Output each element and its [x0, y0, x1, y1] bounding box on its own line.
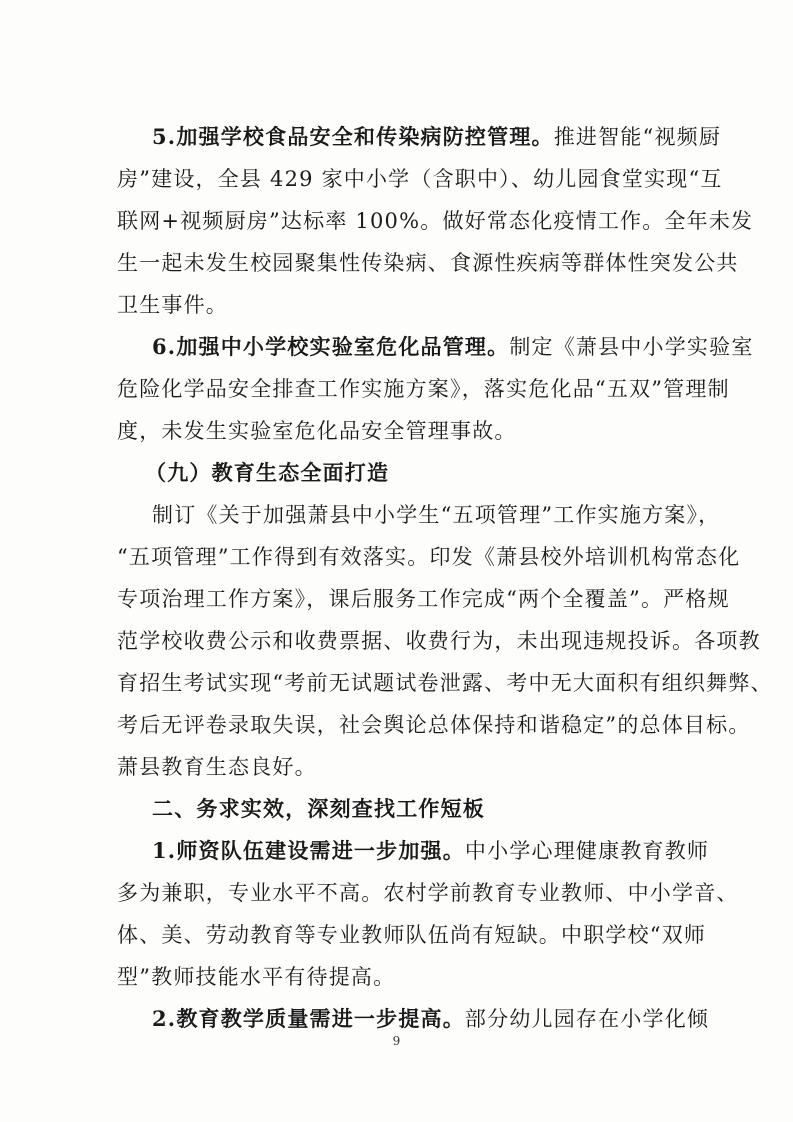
paragraph-teachers-text: 中小学心理健康教育教师 — [464, 839, 710, 863]
paragraph-6-lead: 6.加强中小学校实验室危化品管理。 — [152, 334, 510, 359]
paragraph-6-text: 制定《萧县中小学实验室 — [509, 335, 754, 359]
paragraph-quality-text: 部分幼儿园存在小学化倾 — [464, 1007, 710, 1031]
section-heading-2: 二、务求实效，深刻查找工作短板 — [152, 797, 485, 821]
ecology-line-7: 萧县教育生态良好。 — [117, 755, 317, 779]
paragraph-teachers-lead: 1.师资队伍建设需进一步加强。 — [152, 838, 465, 863]
paragraph-5-line-3: 联网+视频厨房”达标率 100%。做好常态化疫情工作。全年未发 — [117, 209, 754, 233]
paragraph-5-line-5: 卫生事件。 — [117, 293, 228, 317]
paragraph-5-lead: 5.加强学校食品安全和传染病防控管理。 — [152, 124, 554, 149]
paragraph-teachers-line-4: 型”教师技能水平有待提高。 — [117, 965, 396, 989]
ecology-line-6: 考后无评卷录取失误，社会舆论总体保持和谐稳定”的总体目标。 — [117, 713, 751, 737]
paragraph-teachers-line-3: 体、美、劳动教育等专业教师队伍尚有短缺。中职学校“双师 — [117, 923, 707, 947]
section-heading-9: （九）教育生态全面打造 — [145, 461, 390, 485]
paragraph-5-line-2: 房”建设，全县 429 家中小学（含职中）、幼儿园食堂实现“互 — [117, 167, 723, 191]
page-number: 9 — [392, 1034, 401, 1048]
paragraph-6-line-1 — [152, 331, 754, 363]
paragraph-quality-line-1 — [152, 1003, 709, 1035]
paragraph-5-line-1 — [152, 121, 721, 153]
paragraph-6-line-3: 度，未发生实验室危化品安全管理事故。 — [117, 419, 517, 443]
paragraph-teachers-line-2: 多为兼职，专业水平不高。农村学前教育专业教师、中小学音、 — [117, 881, 739, 905]
paragraph-teachers-line-1 — [152, 835, 709, 867]
ecology-line-4: 范学校收费公示和收费票据、收费行为，未出现违规投诉。各项教 — [117, 629, 761, 653]
paragraph-quality-lead: 2.教育教学质量需进一步提高。 — [152, 1006, 465, 1031]
paragraph-5-line-4: 生一起未发生校园聚集性传染病、食源性疾病等群体性突发公共 — [117, 251, 739, 275]
ecology-line-3: 专项治理工作方案》，课后服务工作完成“两个全覆盖”。严格规 — [117, 587, 730, 611]
paragraph-6-line-2: 危险化学品安全排查工作实施方案》，落实危化品“五双”管理制 — [117, 377, 730, 401]
ecology-line-2: “五项管理”工作得到有效落实。印发《萧县校外培训机构常态化 — [117, 545, 741, 569]
ecology-line-5: 育招生考试实现“考前无试题试卷泄露、考中无大面积有组织舞弊、 — [117, 671, 773, 695]
ecology-line-1: 制订《关于加强萧县中小学生“五项管理”工作实施方案》， — [152, 503, 721, 527]
paragraph-5-text: 推进智能“视频厨 — [553, 125, 722, 149]
